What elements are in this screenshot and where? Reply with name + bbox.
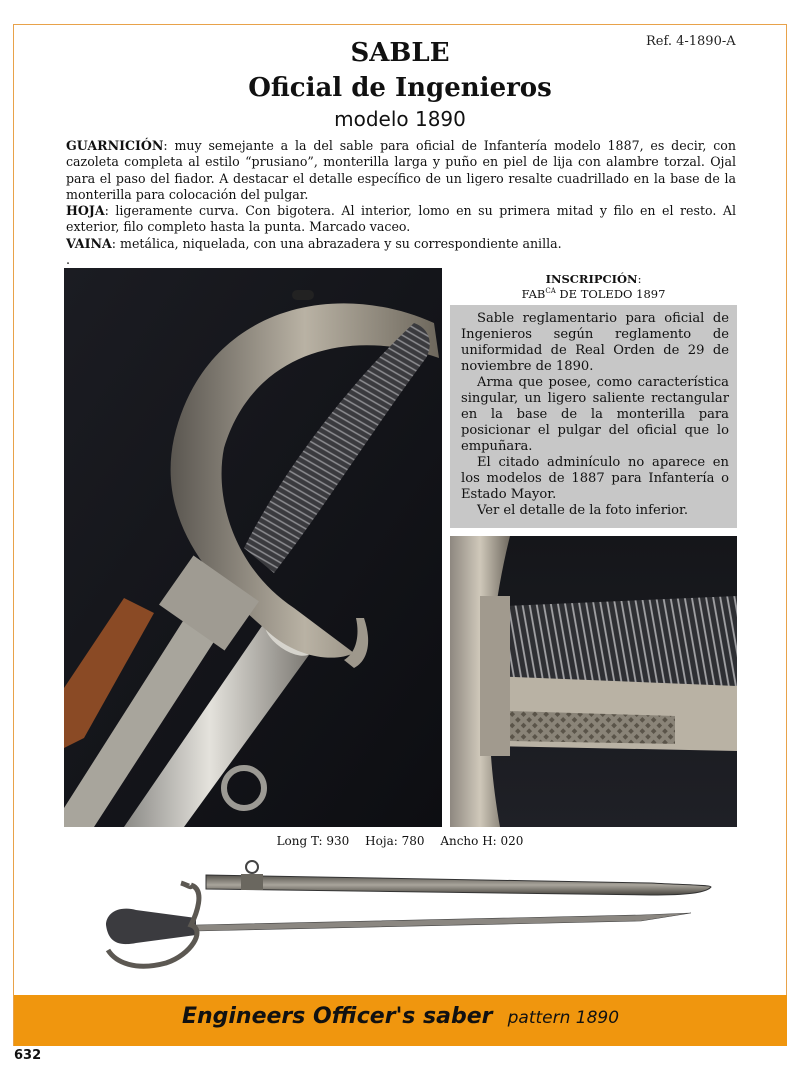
dimension-width: Ancho H: 020 <box>440 834 524 848</box>
note-paragraph: El citado adminículo no aparece en los modelos de 1887 para Infantería o Estado Mayor. <box>461 455 729 502</box>
page-subtitle: Oficial de Ingenieros <box>248 73 552 103</box>
dimension-blade: Hoja: 780 <box>365 834 425 848</box>
english-title: Engineers Officer's saber <box>181 1004 493 1029</box>
vaina-text: : metálica, niquelada, con una abrazadera y su correspondiente anilla. <box>111 235 562 251</box>
note-paragraph: Arma que posee, como característica singular, un ligero saliente rectangular en la base de la monterilla para posicionar el pulgar del oficial que lo empuñara. <box>461 375 729 454</box>
inscription-colon: : <box>637 272 642 286</box>
hilt-photo <box>64 268 442 827</box>
reference-code: Ref. 4-1890-A <box>646 34 736 49</box>
inscription-heading-text: INSCRIPCIÓN <box>545 272 638 286</box>
vaina-label: VAINA <box>66 235 112 251</box>
guarnicion-label: GUARNICIÓN <box>66 138 164 153</box>
dimensions-line <box>0 834 800 848</box>
notes-box <box>450 305 737 528</box>
detail-photo <box>450 536 737 827</box>
inscription-sup: CA <box>545 287 556 296</box>
model-year: modelo 1890 <box>334 107 466 131</box>
hoja-paragraph <box>66 203 736 236</box>
full-saber-photo <box>96 855 721 989</box>
dimension-long: Long T: 930 <box>276 834 350 848</box>
note-paragraph: Ver el detalle de la foto inferior. <box>477 503 689 518</box>
inscription-text <box>450 287 737 301</box>
english-subtitle: pattern 1890 <box>507 1008 620 1028</box>
note-paragraph: Sable reglamentario para oficial de Ingenieros según reglamento de uniformidad de Real Orden de 29 de noviembre de 1890. <box>461 311 729 374</box>
guarnicion-paragraph <box>66 138 736 203</box>
inscription-fab: FAB <box>521 287 546 301</box>
hoja-label: HOJA <box>66 203 105 219</box>
english-title-banner <box>14 995 787 1046</box>
guarnicion-text: : muy semejante a la del sable para oficial de Infantería modelo 1887, es decir, con cazoleta completa al estilo “prusiano”, monterilla larga y puño en piel de lija con alambre torzal. Ojal para el paso del fiador. A destacar el detalle específico de un ligero resalte cuadrillado en la base de la monterilla para colocación del pulgar. <box>66 138 736 202</box>
inscription-heading <box>450 272 737 286</box>
hoja-text: : ligeramente curva. Con bigotera. Al interior, lomo en su primera mitad y filo en el resto. Al exterior, filo completo hasta la punta. Marcado vaceo. <box>66 203 736 235</box>
page-title: SABLE <box>350 38 450 68</box>
inscription-rest: DE TOLEDO 1897 <box>555 287 666 301</box>
trailing-mark: . <box>66 252 71 268</box>
description-block <box>66 138 736 268</box>
page-number: 632 <box>14 1048 42 1063</box>
vaina-paragraph <box>66 236 736 252</box>
